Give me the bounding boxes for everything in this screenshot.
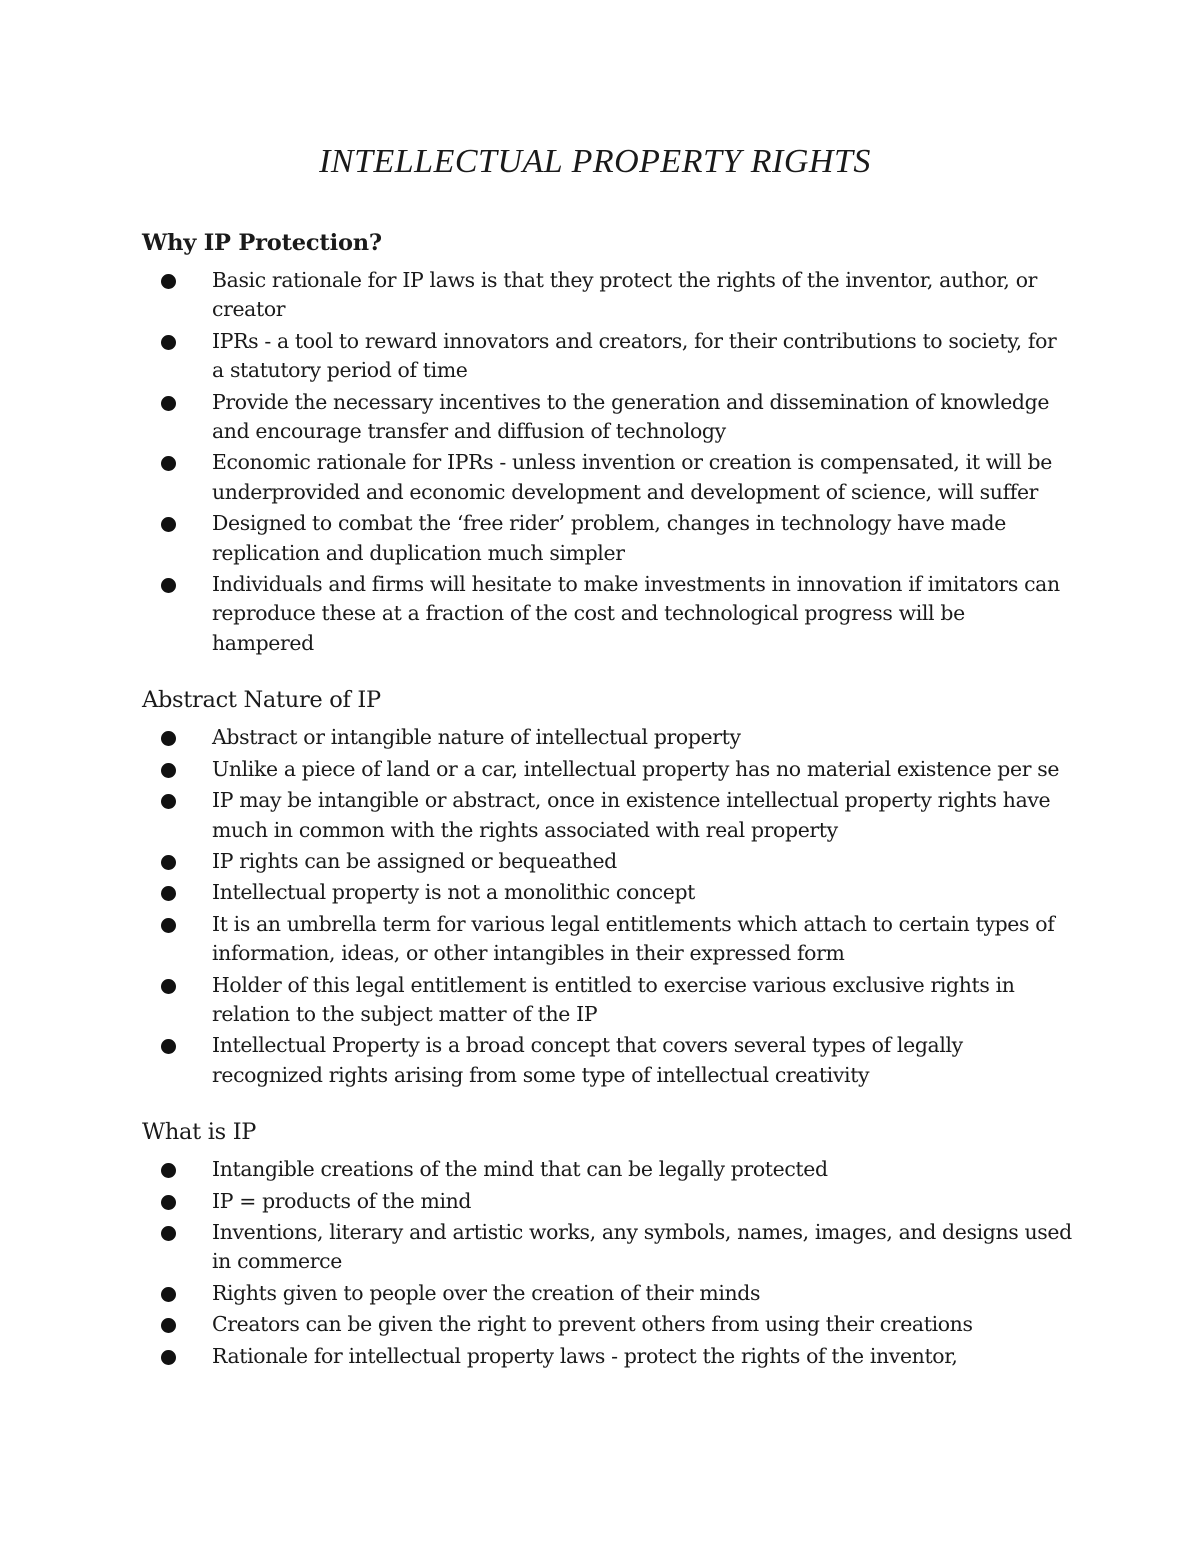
list-item-text: Intellectual property is not a monolithic concept [212, 880, 696, 905]
bullet-icon [161, 763, 176, 778]
bullet-icon [161, 794, 176, 809]
list-item-text: It is an umbrella term for various legal entitlements which attach to certain types of information, ideas, or other intangibles in their expressed form [212, 911, 1055, 966]
list-item [142, 266, 1072, 325]
list-item-text: Provide the necessary incentives to the generation and dissemination of knowledge and encourage transfer and diffusion of technology [212, 389, 1050, 444]
bullet-icon [161, 1350, 176, 1365]
list-item [142, 327, 1072, 386]
bullet-icon [161, 979, 176, 994]
list-item [142, 971, 1072, 1030]
list-item-text: Individuals and firms will hesitate to make investments in innovation if imitators can reproduce these at a fraction of the cost and technological progress will be hampered [212, 572, 1060, 655]
list-item [142, 910, 1072, 969]
section [142, 683, 1072, 1090]
list-item [142, 1187, 1072, 1216]
list-item [142, 1279, 1072, 1308]
list-item-text: Inventions, literary and artistic works, any symbols, names, images, and designs used in commerce [212, 1219, 1072, 1274]
list-item [142, 755, 1072, 784]
section-heading: Abstract Nature of IP [142, 687, 381, 714]
list-item-text: Designed to combat the ‘free rider’ problem, changes in technology have made replication and duplication much simpler [212, 511, 1006, 565]
list-item-text: Creators can be given the right to prevent others from using their creations [212, 1312, 973, 1337]
bullet-icon [161, 335, 176, 350]
list-item [142, 1342, 1072, 1371]
bullet-icon [161, 855, 176, 870]
bullet-icon [161, 731, 176, 746]
section-heading: What is IP [142, 1119, 257, 1146]
list-item-text: Unlike a piece of land or a car, intellectual property has no material existence per se [212, 756, 1060, 781]
list-item [142, 1155, 1072, 1184]
bullet-icon [161, 886, 176, 901]
list-item [142, 388, 1072, 447]
list-item-text: Intangible creations of the mind that can be legally protected [212, 1157, 828, 1182]
list-item-text: Holder of this legal entitlement is entitled to exercise various exclusive rights in relation to the subject matter of the IP [212, 972, 1015, 1026]
list-item [142, 723, 1072, 752]
bullet-icon [161, 1163, 176, 1178]
list-item [142, 786, 1072, 845]
section [142, 1115, 1072, 1371]
list-item-text: Rationale for intellectual property laws - protect the rights of the inventor, [212, 1343, 958, 1368]
bullet-icon [161, 274, 176, 289]
bullet-icon [161, 1318, 176, 1333]
section [142, 226, 1072, 658]
list-item [142, 1031, 1072, 1090]
bullet-icon [161, 1039, 176, 1054]
list-item-text: Rights given to people over the creation of their minds [212, 1280, 761, 1305]
list-item-text: Abstract or intangible nature of intellectual property [212, 725, 741, 750]
bullet-icon [161, 1226, 176, 1241]
bullet-icon [161, 578, 176, 593]
list-item-text: IPRs - a tool to reward innovators and creators, for their contributions to society, for a statutory period of time [212, 328, 1057, 383]
bullet-icon [161, 1287, 176, 1302]
document-title: INTELLECTUAL PROPERTY RIGHTS [319, 143, 871, 180]
list-item [142, 878, 1072, 907]
list-item-text: IP rights can be assigned or bequeathed [212, 848, 617, 873]
list-item-text: Economic rationale for IPRs - unless invention or creation is compensated, it will be underprovided and economic development and development of science, will suffer [212, 450, 1052, 504]
list-item [142, 1310, 1072, 1339]
list-item [142, 509, 1072, 568]
list-item [142, 847, 1072, 876]
bullet-list [142, 723, 1072, 1090]
bullet-icon [161, 396, 176, 411]
list-item [142, 570, 1072, 658]
list-item-text: Intellectual Property is a broad concept that covers several types of legally recognized rights arising from some type of intellectual creativity [212, 1033, 963, 1087]
bullet-list [142, 266, 1072, 658]
bullet-icon [161, 1195, 176, 1210]
bullet-icon [161, 517, 176, 532]
bullet-icon [161, 456, 176, 471]
document-body [142, 226, 1072, 1396]
list-item-text: IP = products of the mind [212, 1188, 472, 1213]
section-heading: Why IP Protection? [142, 230, 382, 256]
list-item-text: Basic rationale for IP laws is that they protect the rights of the inventor, author, or creator [212, 268, 1038, 322]
list-item [142, 448, 1072, 507]
bullet-list [142, 1155, 1072, 1371]
list-item [142, 1218, 1072, 1277]
bullet-icon [161, 918, 176, 933]
list-item-text: IP may be intangible or abstract, once in existence intellectual property rights have much in common with the rights associated with real property [212, 788, 1051, 842]
